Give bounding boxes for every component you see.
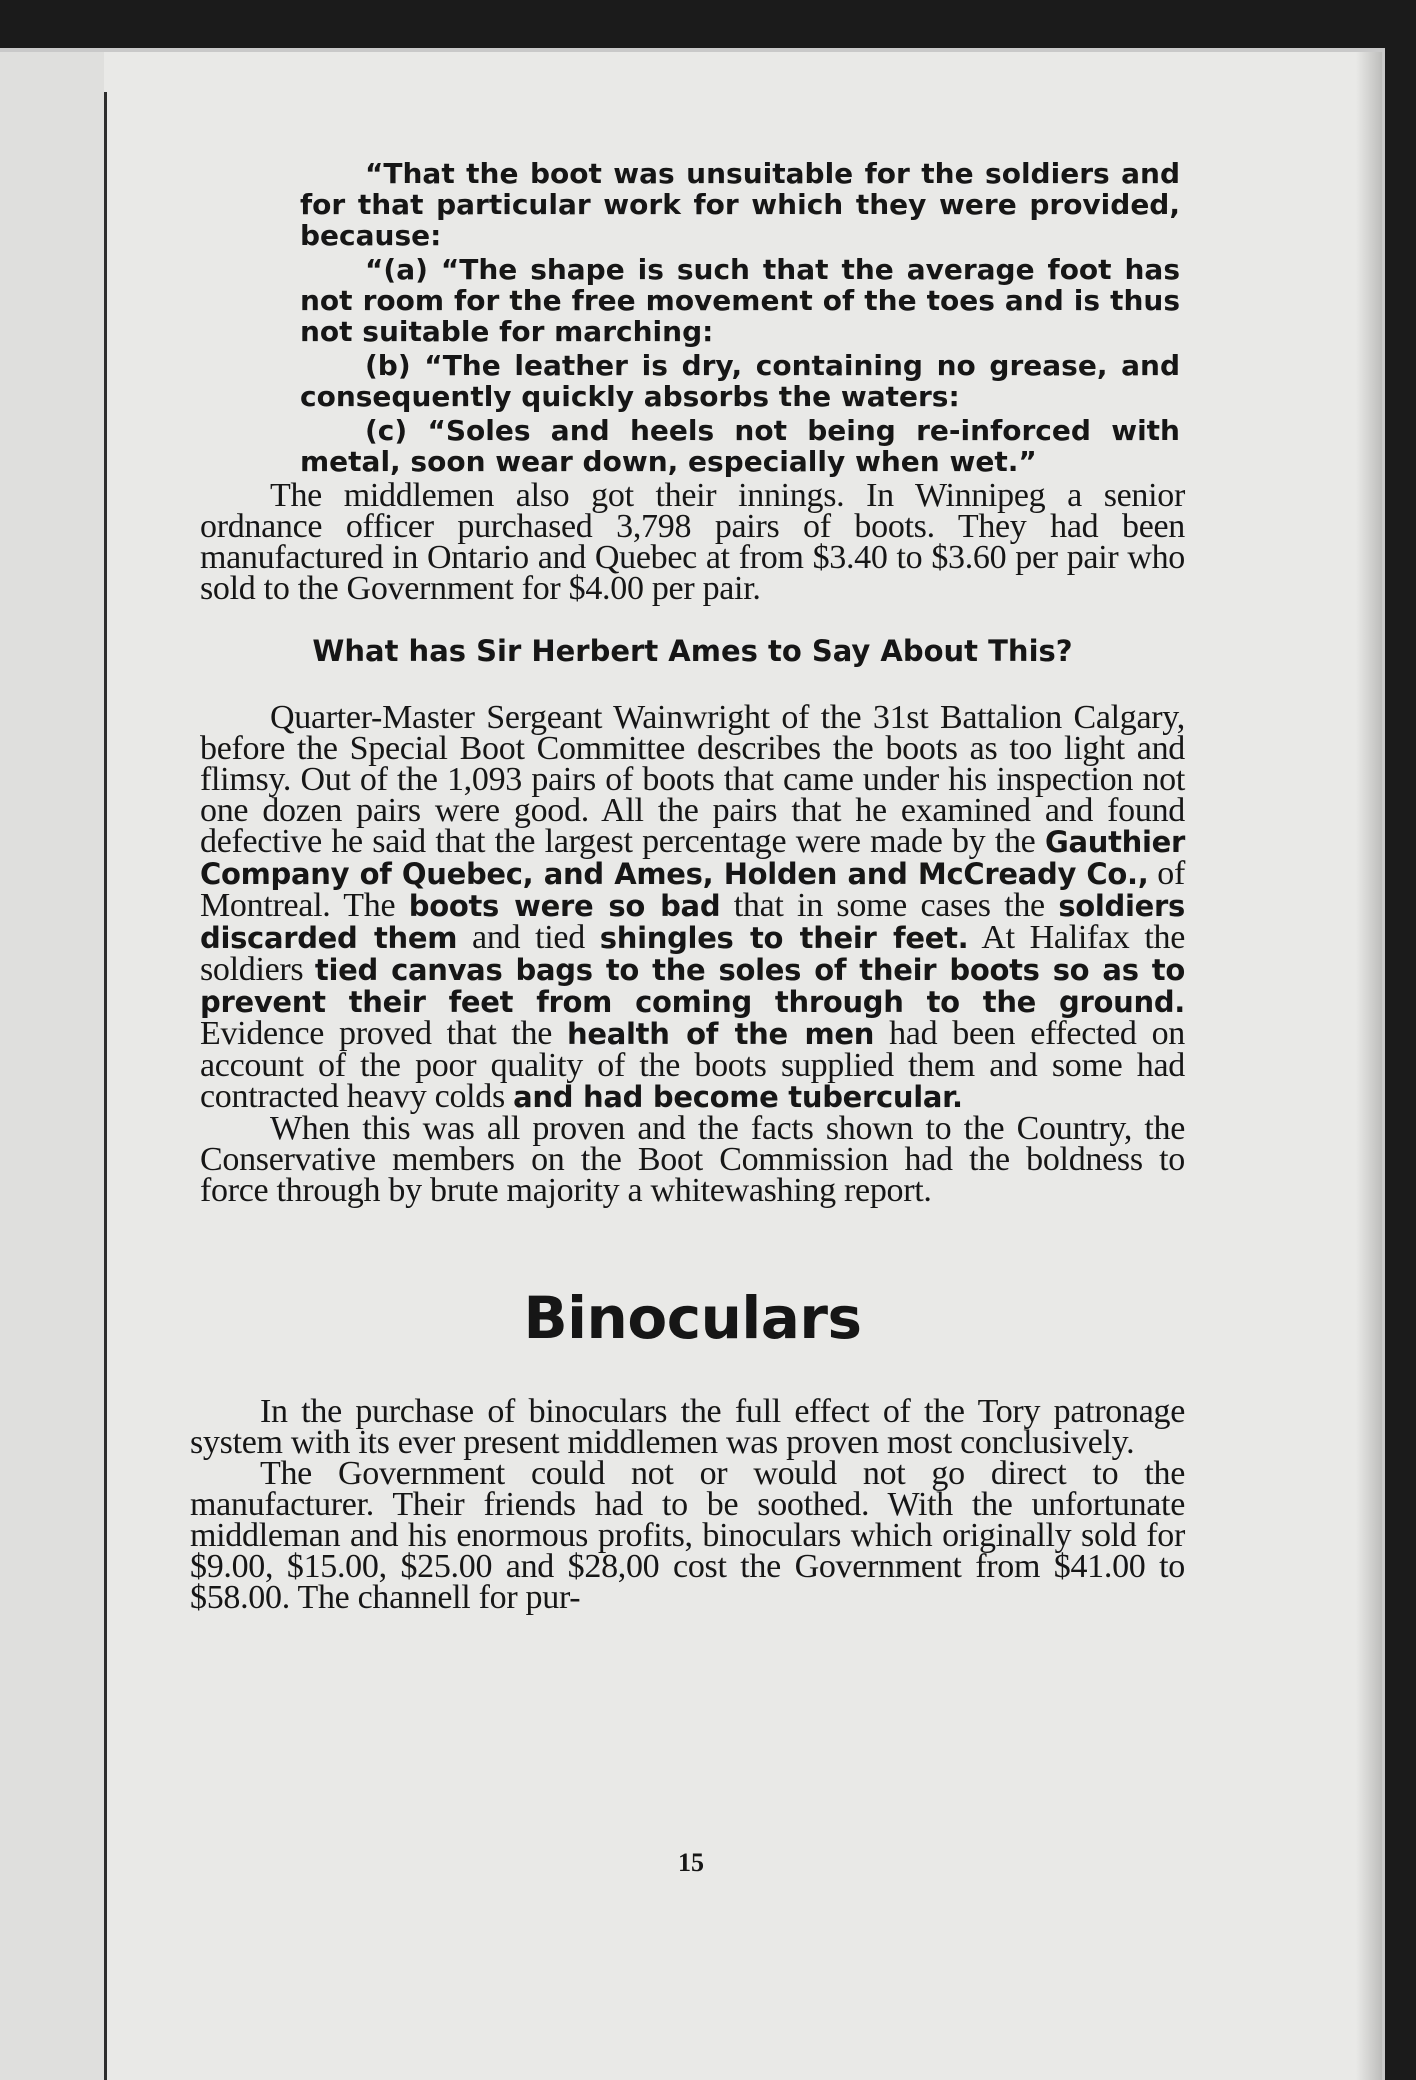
binoculars-paragraph-1: In the purchase of binoculars the full effect of the Tory patronage system with its ever present middlemen was proven most conclusively. xyxy=(190,1393,1185,1461)
quote-item-b: (b) “The leather is dry, containing no grease, and consequently quickly absorbs the waters: xyxy=(300,349,1180,413)
quote-item-c: (c) “Soles and heels not being re-inforced with metal, soon wear down, especially when wet.” xyxy=(300,414,1180,478)
page-number: 15 xyxy=(678,1848,704,1877)
binding-edge xyxy=(104,92,107,2080)
quote-item-a: “(a) “The shape is such that the average foot has not room for the free movement of the toes and is thus not suitable for marching: xyxy=(300,253,1180,348)
binoculars-paragraph-2: The Government could not or would not go direct to the manufacturer. Their friends had to be soothed. With the unfortunate middleman and his enormous profits, binoculars which originally sold for $9.00, $15.00, $25.00 and $28,00 cost the Government from $41.00 to $58.00. The channell for pur- xyxy=(190,1455,1185,1616)
proven-paragraph: When this was all proven and the facts shown to the Country, the Conservative members on the Boot Commission had the boldness to force through by brute majority a whitewashing report. xyxy=(200,1110,1185,1209)
quote-intro: “That the boot was unsuitable for the soldiers and for that particular work for which they were provided, because: xyxy=(300,157,1180,252)
binoculars-section xyxy=(190,1393,1185,1616)
section-subheading: What has Sir Herbert Ames to Say About This? xyxy=(312,634,1073,668)
middlemen-paragraph: The middlemen also got their innings. In Winnipeg a senior ordnance officer purchased 3,798 pairs of boots. They had been manufactured in Ontario and Quebec at from $3.40 to $3.60 per pair who sold to the Government for $4.00 per pair. xyxy=(200,477,1185,607)
binoculars-heading: Binoculars xyxy=(523,1284,862,1352)
page-content xyxy=(190,157,1186,1616)
quartermaster-paragraph: Quarter-Master Sergeant Wainwright of the 31st Battalion Calgary, before the Special Boot Committee describes the boots as too light and flimsy. Out of the 1,093 pairs of boots that came under his inspection not one dozen pairs were good. All the pairs that he examined and found defective he said that the largest percentage were made by the Gauthier Company of Quebec, and Ames, Holden and McCready Co., of Montreal. The boots were so bad that in some cases the soldiers discarded them and tied shingles to their feet. At Halifax the soldiers tied canvas bags to the soles of their boots so as to prevent their feet from coming through to the ground. Evidence proved that the health of the men had been effected on account of the poor quality of the boots supplied them and some had contracted heavy colds and had become tubercular. xyxy=(200,699,1186,1115)
page-edge-shadow xyxy=(1356,52,1382,2080)
page-margin-strip xyxy=(0,52,104,2080)
